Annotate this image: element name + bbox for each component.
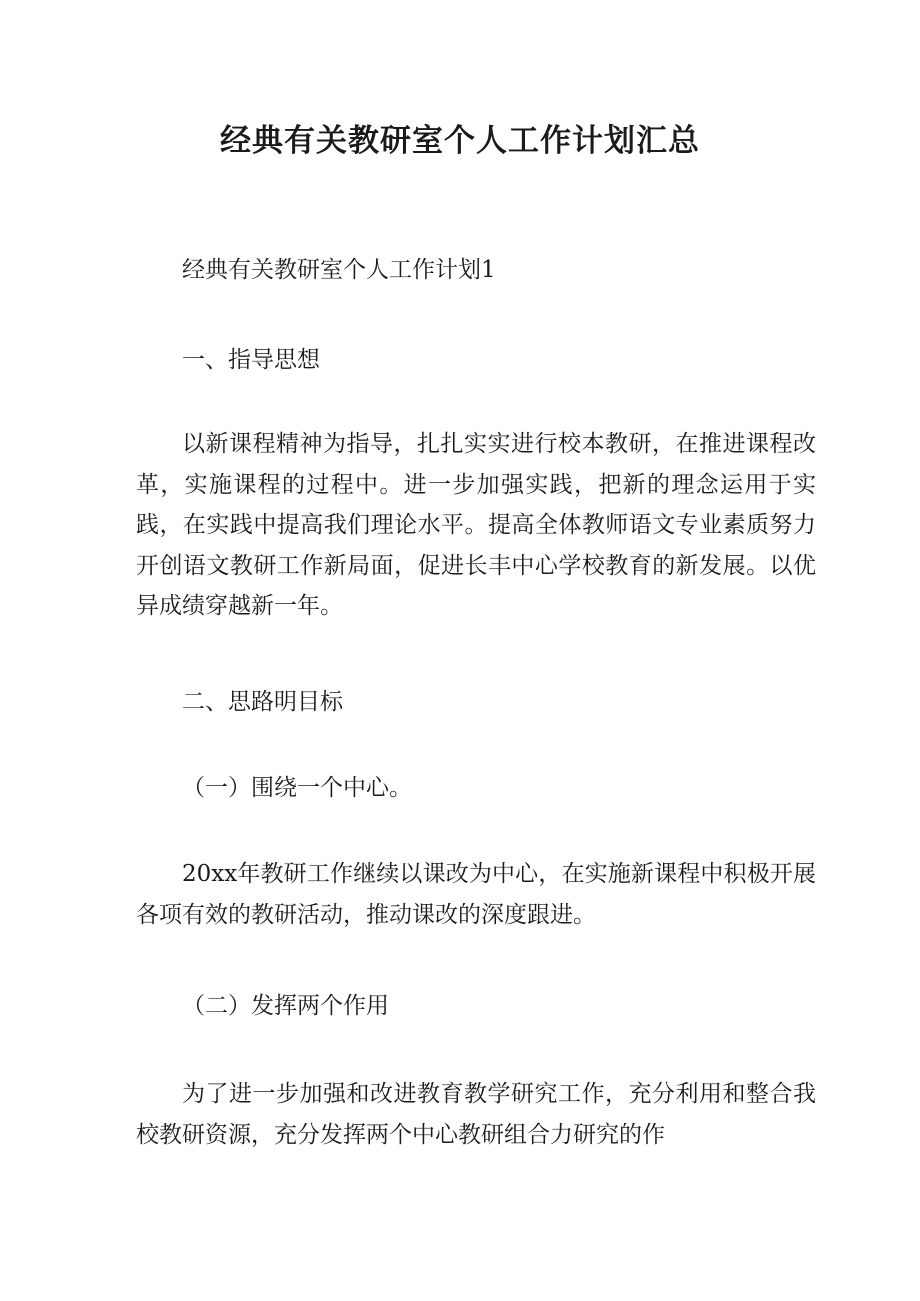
section-heading-goals: 二、思路明目标 — [182, 689, 343, 715]
paragraph-guiding-ideology: 以新课程精神为指导，扎扎实实进行校本教研，在推进课程改革，实施课程的过程中。进一步加强实践，把新的理念运用于实践，在实践中提高我们理论水平。提高全体教师语文专业素质努力开创语文教研工作新局面，促进长丰中心学校教育的新发展。以优异成绩穿越新一年。 — [136, 431, 816, 619]
section-heading-guiding-ideology: 一、指导思想 — [182, 347, 320, 373]
subsection-heading-two-roles: （二）发挥两个作用 — [182, 993, 389, 1019]
document-title: 经典有关教研室个人工作计划汇总 — [220, 123, 700, 159]
subsection-heading-one-center: （一）围绕一个中心。 — [182, 775, 412, 801]
paragraph-two-roles: 为了进一步加强和改进教育教学研究工作，充分利用和整合我校教研资源，充分发挥两个中心教研组合力研究的作 — [136, 1081, 816, 1148]
paragraph-one-center: 20xx年教研工作继续以课改为中心，在实施新课程中积极开展各项有效的教研活动，推动课改的深度跟进。 — [136, 861, 816, 928]
plan-subtitle: 经典有关教研室个人工作计划1 — [182, 257, 496, 283]
